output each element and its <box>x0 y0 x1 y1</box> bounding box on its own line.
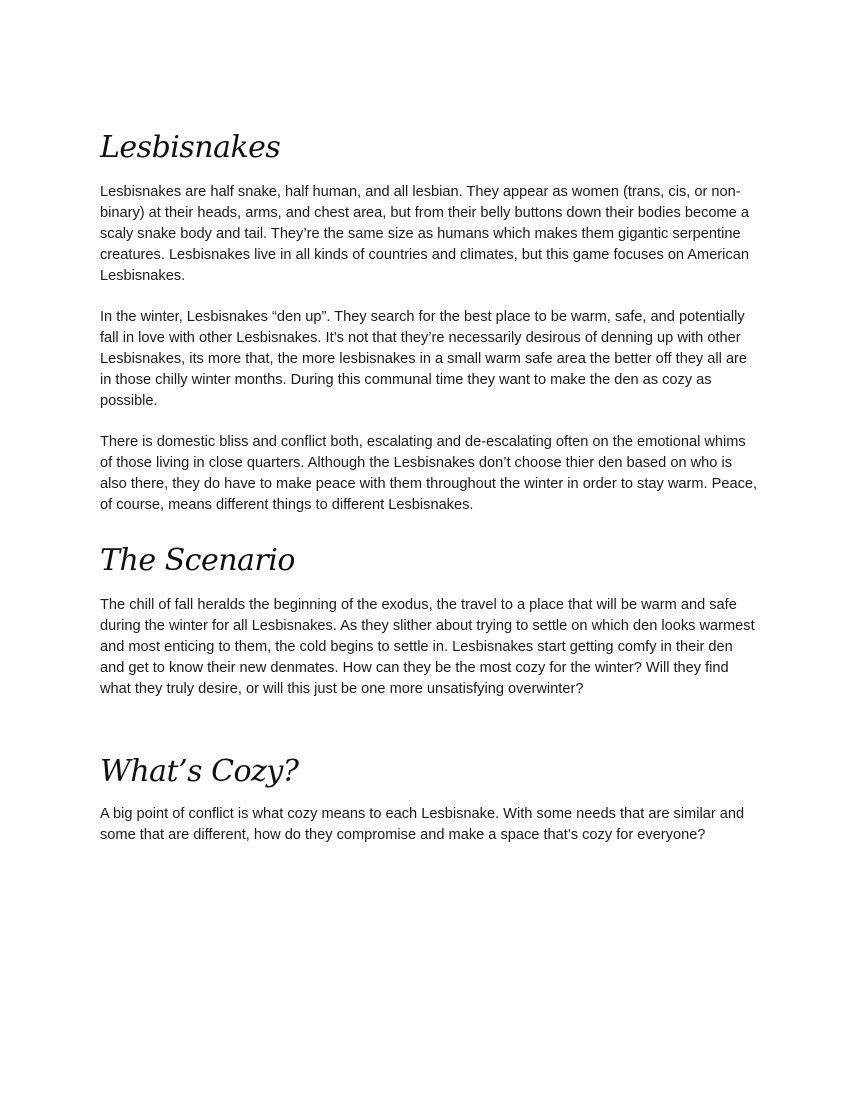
paragraph: Lesbisnakes are half snake, half human, and all lesbian. They appear as women (trans, cis, or non-binary) at their heads, arms, and chest area, but from their belly buttons down their bodies become a scaly snake body and tail. They’re the same size as humans which makes them gigantic serpentine creatures. Lesbisnakes live in all kinds of countries and climates, but this game focuses on American Lesbisnakes. <box>100 184 749 284</box>
heading-whats-cozy: What’s Cozy? <box>100 754 299 789</box>
section-whats-cozy <box>100 754 760 846</box>
document-page <box>100 130 760 846</box>
heading-lesbisnakes: Lesbisnakes <box>100 130 281 165</box>
paragraph: In the winter, Lesbisnakes “den up”. They search for the best place to be warm, safe, and potentially fall in love with other Lesbisnakes. It’s not that they’re necessarily desirous of denning up with other Lesbisnakes, its more that, the more lesbisnakes in a small warm safe area the better off they all are in those chilly winter months. During this communal time they want to make the den as cozy as possible. <box>100 309 748 409</box>
paragraph: There is domestic bliss and conflict both, escalating and de-escalating often on the emotional whims of those living in close quarters. Although the Lesbisnakes don’t choose thier den based on who is also there, they do have to make peace with them throughout the winter in order to stay warm. Peace, of course, means different things to different Lesbisnakes. <box>100 434 758 513</box>
heading-the-scenario: The Scenario <box>100 543 295 578</box>
paragraph: The chill of fall heralds the beginning of the exodus, the travel to a place that will be warm and safe during the winter for all Lesbisnakes. As they slither about trying to settle on which den looks warmest and most enticing to them, the cold begins to settle in. Lesbisnakes start getting comfy in their den and get to know their new denmates. How can they be the most cozy for the winter? Will they find what they truly desire, or will this just be one more unsatisfying overwinter? <box>100 597 755 697</box>
section-the-scenario <box>100 543 760 700</box>
paragraph: A big point of conflict is what cozy means to each Lesbisnake. With some needs that are similar and some that are different, how do they compromise and make a space that’s cozy for everyone? <box>100 806 745 843</box>
section-lesbisnakes <box>100 130 760 516</box>
